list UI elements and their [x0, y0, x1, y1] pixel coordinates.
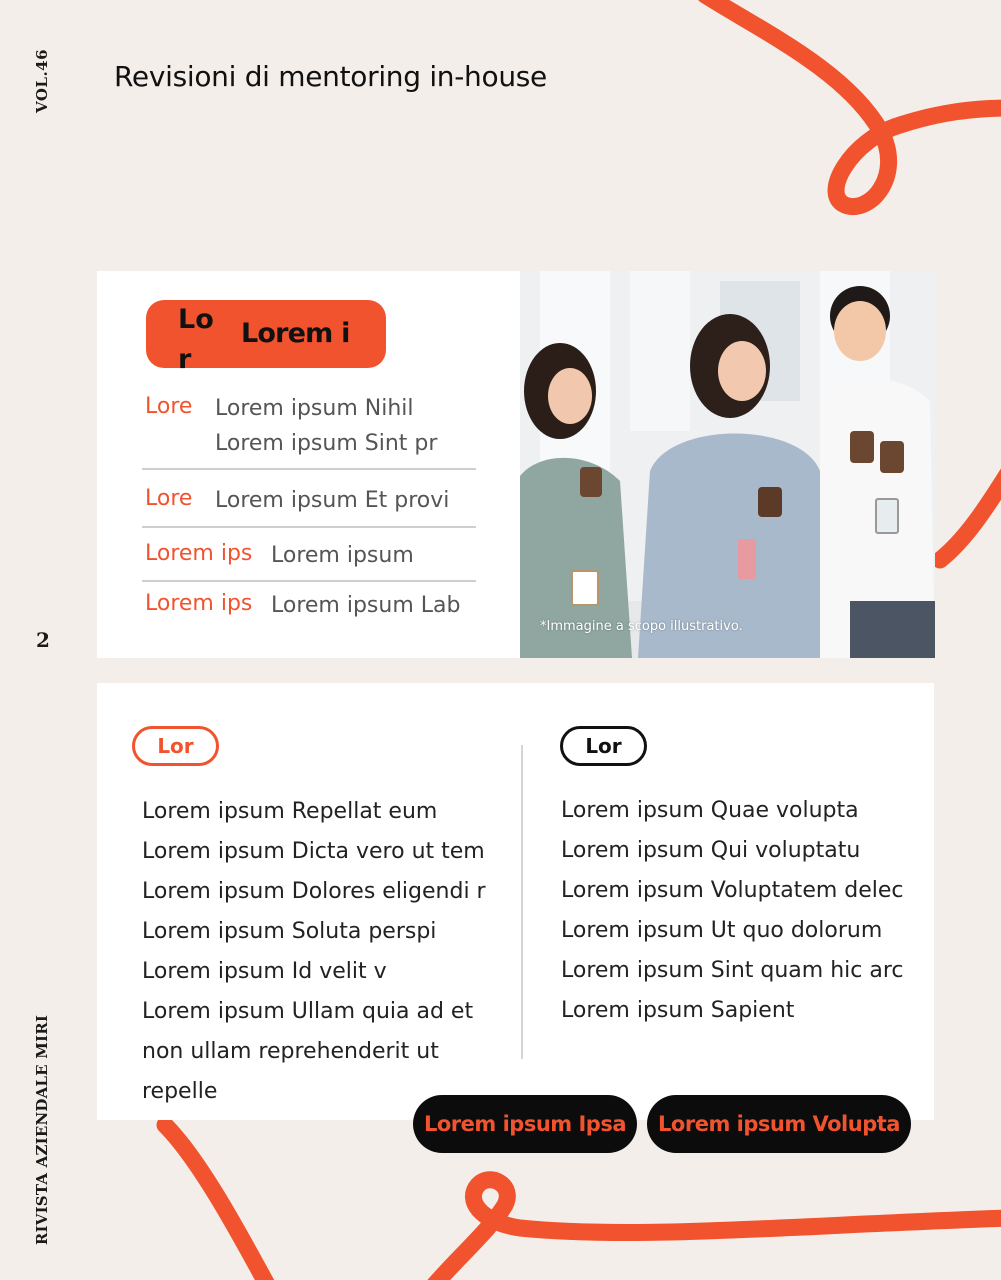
spec-value: Lorem ipsum Et provi [215, 488, 450, 513]
spec-key: Lore [145, 486, 193, 511]
spec-value: Lorem ipsum Nihil [215, 396, 414, 421]
list-item: Lorem ipsum Dolores eligendi r [142, 879, 486, 904]
spec-key: Lore [145, 394, 193, 419]
divider [142, 468, 476, 470]
list-item: Lorem ipsum Sint quam hic arc [561, 958, 904, 983]
list-item: Lorem ipsum Ullam quia ad et non ullam reprehenderit ut repelle [142, 999, 474, 1104]
people-illustration [520, 271, 935, 658]
header-pill [146, 300, 386, 375]
spec-key: Lorem ips [145, 541, 253, 566]
list-item: Lorem ipsum Ut quo dolorum [561, 918, 883, 943]
right-list [561, 791, 911, 1031]
list-item: Lorem ipsum Dicta vero ut tem [142, 839, 485, 864]
header-pill-part2: Lorem i [241, 318, 350, 349]
list-item: Lorem ipsum Voluptatem delec [561, 878, 904, 903]
volume-label: VOL.46 [33, 48, 51, 114]
list-item: Lorem ipsum Sapient [561, 998, 795, 1023]
header-pill-part1: Lor [178, 304, 214, 375]
list-item: Lorem ipsum Id velit v [142, 959, 387, 984]
team-photo [520, 271, 935, 658]
magazine-name: RIVISTA AZIENDALE MIRI [33, 1014, 51, 1246]
page-title: Revisioni di mentoring in-house [114, 60, 547, 93]
list-item: Lorem ipsum Quae volupta [561, 798, 859, 823]
photo-caption: *Immagine a scopo illustrativo. [540, 619, 743, 634]
list-item: Lorem ipsum Qui voluptatu [561, 838, 861, 863]
details-card [97, 271, 520, 658]
list-item: Lorem ipsum Repellat eum [142, 799, 438, 824]
lists-card [97, 683, 934, 1120]
divider [142, 526, 476, 528]
list-item: Lorem ipsum Soluta perspi [142, 919, 437, 944]
left-tag: Lor [132, 726, 219, 766]
page-number: 2 [36, 628, 50, 652]
divider [142, 580, 476, 582]
spec-value: Lorem ipsum Lab [271, 593, 461, 618]
right-tag: Lor [560, 726, 647, 766]
left-list [142, 792, 502, 1112]
spec-value: Lorem ipsum Sint pr [215, 431, 438, 456]
spec-key: Lorem ips [145, 591, 253, 616]
column-divider [521, 745, 523, 1059]
primary-cta-button[interactable]: Lorem ipsum Ipsa [413, 1095, 637, 1153]
secondary-cta-button[interactable]: Lorem ipsum Volupta [647, 1095, 911, 1153]
spec-value: Lorem ipsum [271, 543, 414, 568]
